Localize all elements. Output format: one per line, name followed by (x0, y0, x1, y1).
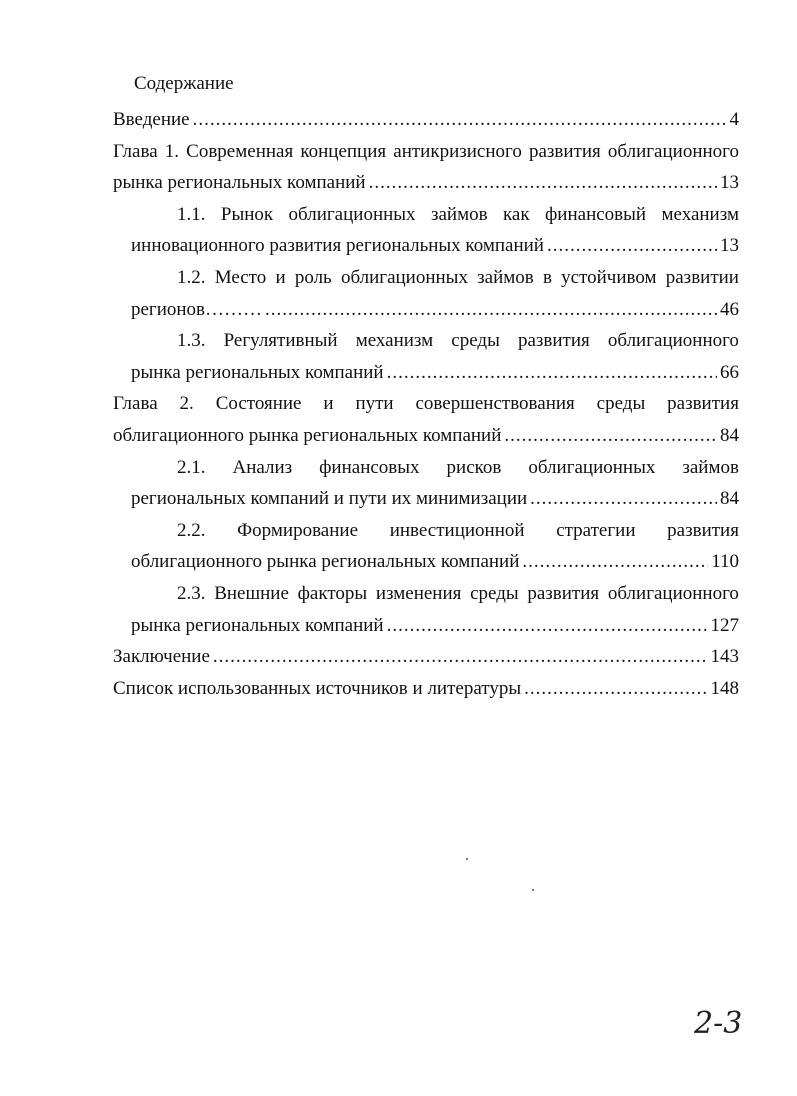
toc-word: облигационных (340, 266, 468, 288)
scan-speck (466, 858, 468, 860)
toc-entry-last-line (113, 673, 739, 705)
toc-entry-text: рынка региональных компаний (113, 172, 366, 194)
toc-word: развития (528, 140, 601, 162)
toc-word: финансовых (319, 456, 420, 478)
toc-entry-last-line (113, 294, 739, 326)
toc-entry (113, 673, 739, 705)
toc-entry-text: облигационного рынка региональных компаний (131, 551, 520, 573)
dot-leader (369, 167, 717, 199)
toc-word: среды (596, 393, 646, 415)
toc-word: облигационных (528, 456, 656, 478)
toc-word: устойчивом (561, 266, 657, 288)
toc-word: и (275, 266, 286, 288)
dot-leader (530, 483, 717, 515)
toc-word: антикризисного (393, 140, 522, 162)
toc-entry-last-line (113, 104, 739, 136)
handwritten-note: 2-3 (694, 1006, 743, 1041)
toc-word: совершенствования (415, 393, 575, 415)
toc-entry-last-line (113, 420, 739, 452)
dot-leader (265, 294, 717, 326)
toc-word: облигационных (288, 203, 416, 225)
toc-word: роль (294, 266, 332, 288)
toc-word: развития (527, 582, 600, 604)
toc-word: облигационного (607, 330, 739, 352)
toc-word: среды (470, 582, 519, 604)
toc-entry-last-line (113, 230, 739, 262)
toc-entry-text: регионов……… (131, 298, 263, 320)
toc-word: Глава (113, 140, 158, 162)
toc-word: 2.3. (177, 582, 206, 604)
toc-word: займов (682, 456, 739, 478)
toc-word: финансовый (545, 203, 647, 225)
toc-word: в (542, 266, 552, 288)
table-of-contents (113, 104, 739, 704)
toc-entry (113, 199, 739, 262)
toc-entry-last-line (113, 610, 739, 642)
dot-leader (504, 420, 717, 452)
toc-entry-line (113, 199, 739, 231)
toc-word: пути (355, 393, 394, 415)
toc-page-number: 66 (720, 361, 739, 383)
toc-word: 1.1. (177, 203, 206, 225)
toc-page-number: 4 (729, 109, 739, 130)
toc-page-number: 143 (710, 646, 739, 668)
toc-word: Современная (186, 140, 294, 162)
toc-word: 1.2. (177, 266, 206, 288)
toc-entry (113, 136, 739, 199)
toc-page-number: 46 (720, 298, 739, 320)
toc-word: 1.3. (177, 330, 206, 352)
page-title: Содержание (134, 73, 234, 94)
toc-word: 2.2. (177, 519, 206, 541)
toc-word: механизм (355, 330, 434, 352)
toc-word: облигационного (607, 140, 739, 162)
toc-entry (113, 104, 739, 136)
toc-entry-text: Заключение (113, 646, 210, 668)
toc-word: развитии (665, 266, 739, 288)
dot-leader (522, 546, 708, 578)
dot-leader (387, 357, 717, 389)
toc-word: 2.1. (177, 456, 206, 478)
toc-word: 2. (179, 393, 194, 415)
dot-leader (547, 230, 717, 262)
dot-leader (213, 641, 708, 673)
toc-entry-line (113, 452, 739, 484)
dot-leader (524, 673, 707, 705)
toc-page-number: 13 (720, 172, 739, 194)
toc-page-number: 84 (720, 424, 739, 446)
dot-leader (193, 104, 727, 136)
toc-word: среды (451, 330, 500, 352)
toc-word: Место (214, 266, 267, 288)
toc-entry-text: Список использованных источников и литературы (113, 677, 522, 699)
toc-entry-line (113, 578, 739, 610)
toc-word: Состояние (215, 393, 302, 415)
toc-word: Внешние (214, 582, 289, 604)
toc-entry (113, 262, 739, 325)
toc-page-number: 13 (720, 235, 739, 257)
toc-entry-last-line (113, 167, 739, 199)
toc-word: развития (667, 519, 739, 541)
toc-page-number: 110 (711, 551, 739, 573)
toc-entry-text: рынка региональных компаний (131, 614, 384, 636)
toc-entry-text: облигационного рынка региональных компаний (113, 424, 502, 446)
toc-entry-last-line (113, 483, 739, 515)
toc-word: Анализ (232, 456, 293, 478)
toc-entry-text: Введение (113, 109, 190, 130)
toc-word: облигационного (607, 582, 739, 604)
toc-word: инвестиционной (389, 519, 525, 541)
toc-word: механизм (661, 203, 739, 225)
toc-entry-last-line (113, 641, 739, 673)
toc-word: Рынок (220, 203, 274, 225)
toc-word: развития (517, 330, 590, 352)
toc-word: Регулятивный (223, 330, 338, 352)
toc-entry (113, 515, 739, 578)
toc-entry-line (113, 325, 739, 357)
toc-word: стратегии (556, 519, 636, 541)
toc-word: изменения (375, 582, 462, 604)
toc-entry-last-line (113, 357, 739, 389)
toc-word: концепция (300, 140, 387, 162)
toc-word: факторы (297, 582, 368, 604)
toc-word: как (502, 203, 530, 225)
toc-entry (113, 641, 739, 673)
toc-entry-text: рынка региональных компаний (131, 361, 384, 383)
toc-page-number: 127 (710, 614, 739, 636)
toc-entry (113, 388, 739, 451)
dot-leader (387, 610, 708, 642)
toc-entry (113, 452, 739, 515)
toc-word: рисков (446, 456, 502, 478)
toc-entry-last-line (113, 546, 739, 578)
toc-entry-line (113, 388, 739, 420)
toc-page-number: 148 (710, 677, 739, 699)
toc-word: займов (477, 266, 534, 288)
toc-page-number: 84 (720, 488, 739, 510)
toc-word: 1. (164, 140, 180, 162)
toc-entry-text: региональных компаний и пути их минимизации (131, 488, 528, 510)
toc-entry-line (113, 515, 739, 547)
toc-word: и (323, 393, 334, 415)
toc-entry (113, 325, 739, 388)
toc-word: Глава (113, 393, 158, 415)
toc-word: Формирование (237, 519, 359, 541)
scan-speck (532, 889, 534, 891)
toc-entry-line (113, 136, 739, 168)
toc-entry-text: инновационного развития региональных компаний (131, 235, 544, 257)
toc-word: займов (430, 203, 488, 225)
toc-word: развития (667, 393, 739, 415)
toc-entry (113, 578, 739, 641)
toc-entry-line (113, 262, 739, 294)
